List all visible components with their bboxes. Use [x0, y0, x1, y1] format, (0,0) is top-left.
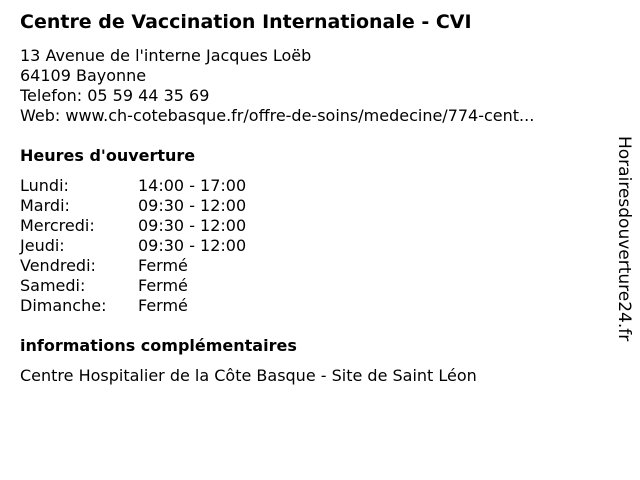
day-label: Dimanche:: [20, 296, 107, 315]
time-value: Fermé: [138, 256, 188, 275]
place-name: Centre de Vaccination Internationale - CVI: [20, 11, 472, 33]
day-label: Jeudi:: [20, 236, 65, 255]
time-value: 09:30 - 12:00: [138, 236, 247, 255]
site-watermark: Horairesdouverture24.fr: [614, 136, 634, 342]
day-label: Mardi:: [20, 196, 70, 215]
hours-row-friday: [20, 256, 610, 276]
phone-number: Telefon: 05 59 44 35 69: [20, 86, 210, 105]
time-value: 14:00 - 17:00: [138, 176, 247, 195]
additional-info-heading: informations complémentaires: [20, 336, 297, 355]
day-label: Lundi:: [20, 176, 69, 195]
day-label: Vendredi:: [20, 256, 96, 275]
hours-row-thursday: [20, 236, 610, 256]
hours-row-wednesday: [20, 216, 610, 236]
address-city: 64109 Bayonne: [20, 66, 147, 85]
time-value: Fermé: [138, 296, 188, 315]
day-label: Mercredi:: [20, 216, 95, 235]
contact-block: [20, 46, 610, 126]
hours-row-tuesday: [20, 196, 610, 216]
hours-row-saturday: [20, 276, 610, 296]
time-value: 09:30 - 12:00: [138, 196, 247, 215]
address-street: 13 Avenue de l'interne Jacques Loëb: [20, 46, 312, 65]
hours-row-monday: [20, 176, 610, 196]
website-link[interactable]: Web: www.ch-cotebasque.fr/offre-de-soins/medecine/774-cent...: [20, 106, 535, 125]
place-card: [20, 8, 610, 386]
day-label: Samedi:: [20, 276, 86, 295]
time-value: Fermé: [138, 276, 188, 295]
time-value: 09:30 - 12:00: [138, 216, 247, 235]
opening-hours-heading: Heures d'ouverture: [20, 146, 196, 165]
additional-info-text: Centre Hospitalier de la Côte Basque - Site de Saint Léon: [20, 366, 477, 385]
opening-hours-table: [20, 176, 610, 316]
hours-row-sunday: [20, 296, 610, 316]
